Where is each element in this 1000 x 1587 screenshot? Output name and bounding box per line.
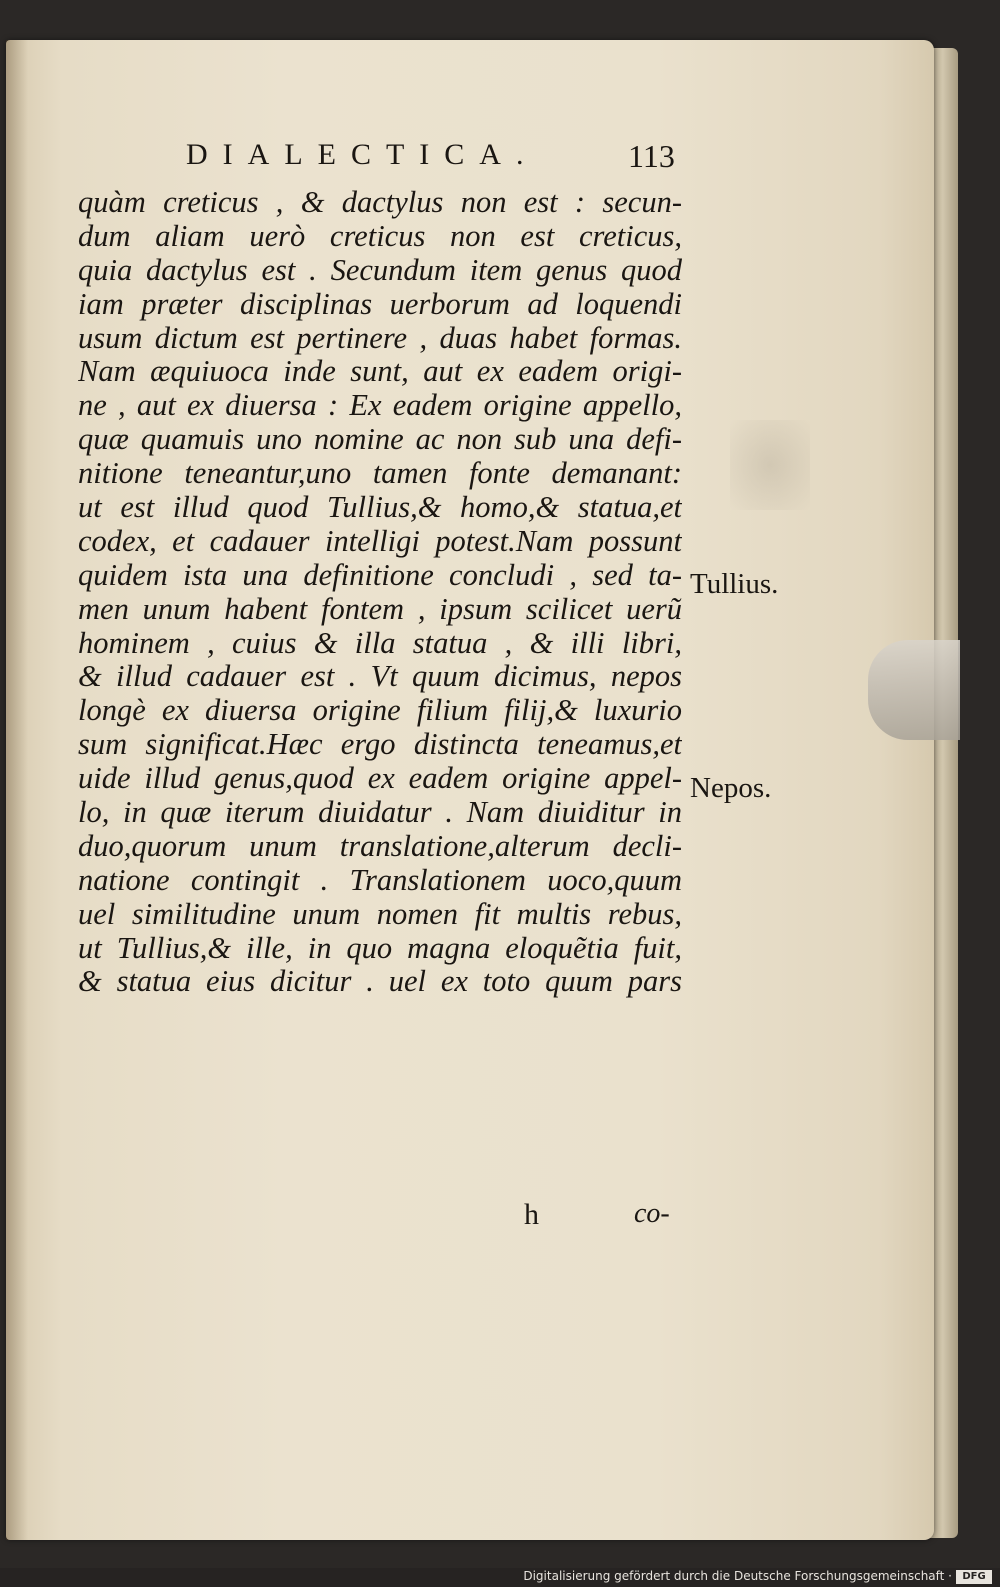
text-line: quæ quamuis uno nomine ac non sub una defi-: [78, 423, 682, 457]
signature-mark: h: [524, 1198, 539, 1231]
text-line: sum significat.Hæc ergo distincta teneamus,et: [78, 728, 682, 762]
text-line: ut est illud quod Tullius,& homo,& statua,et: [78, 491, 682, 525]
text-line: Nam æquiuoca inde sunt, aut ex eadem origi-: [78, 355, 682, 389]
text-line: uide illud genus,quod ex eadem origine appel-: [78, 762, 682, 796]
text-line: ne , aut ex diuersa : Ex eadem origine appello,: [78, 389, 682, 423]
dfg-logo: DFG: [956, 1570, 992, 1584]
text-line: quidem ista una definitione concludi , sed ta-: [78, 558, 682, 592]
page-clip: [868, 640, 960, 740]
text-line: quàm creticus , & dactylus non est : secun-: [78, 186, 682, 219]
text-line: ut Tullius,& ille, in quo magna eloquẽtia fuit,: [78, 931, 682, 965]
text-line: men unum habent fontem , ipsum scilicet uerũ: [78, 592, 682, 626]
text-line: & illud cadauer est . Vt quum dicimus, nepos: [78, 660, 682, 694]
text-line: dum aliam uerò creticus non est creticus,: [78, 219, 682, 253]
text-line: nitione teneantur,uno tamen fonte demanant:: [78, 457, 682, 491]
catchword: co-: [634, 1198, 670, 1229]
bleed-through-marks: [730, 420, 810, 510]
text-line: & statua eius dicitur . uel ex toto quum pars: [78, 965, 682, 999]
text-line: lo, in quæ iterum diuidatur . Nam diuiditur in: [78, 796, 682, 830]
text-line: longè ex diuersa origine filium filij,& luxurio: [78, 694, 682, 728]
page-number: 113: [628, 138, 675, 174]
text-line: usum dictum est pertinere , duas habet formas.: [78, 321, 682, 355]
text-line: codex, et cadauer intelligi potest.Nam possunt: [78, 524, 682, 558]
body-text: [78, 186, 682, 999]
text-line: iam præter disciplinas uerborum ad loquendi: [78, 287, 682, 321]
text-line: quia dactylus est . Secundum item genus quod: [78, 253, 682, 287]
running-head: DIALECTICA.: [186, 138, 539, 171]
marginal-note-tullius: Tullius.: [690, 568, 779, 600]
text-line: natione contingit . Translationem uoco,quum: [78, 863, 682, 897]
credit-text: Digitalisierung gefördert durch die Deutsche Forschungsgemeinschaft ·: [523, 1569, 952, 1583]
text-line: uel similitudine unum nomen fit multis rebus,: [78, 897, 682, 931]
marginal-note-nepos: Nepos.: [690, 772, 772, 804]
text-line: duo,quorum unum translatione,alterum decli-: [78, 829, 682, 863]
gutter-shadow: [6, 40, 28, 1540]
text-line: hominem , cuius & illa statua , & illi libri,: [78, 626, 682, 660]
